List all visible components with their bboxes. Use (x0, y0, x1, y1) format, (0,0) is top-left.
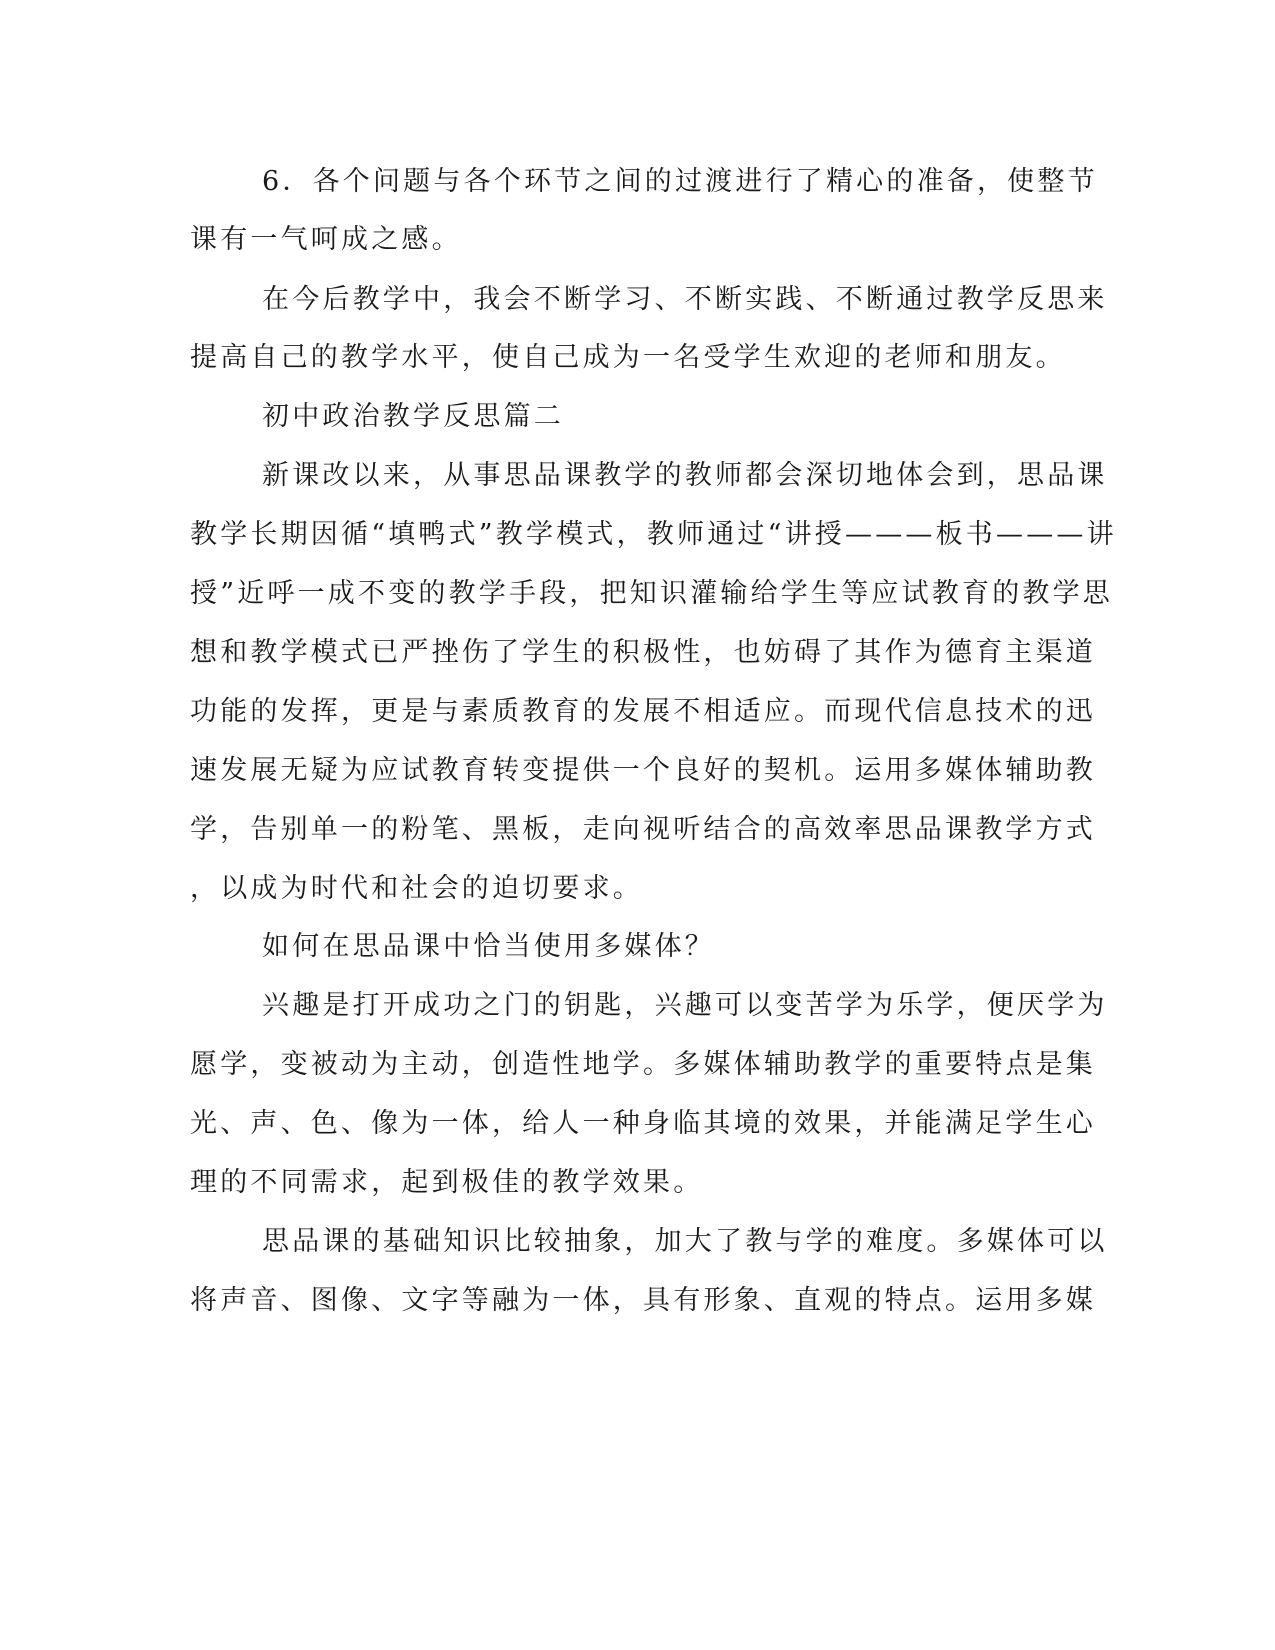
text-line: 学，告别单一的粉笔、黑板，走向视听结合的高效率思品课教学方式 (190, 814, 1096, 845)
text-line: 理的不同需求，起到极佳的教学效果。 (190, 1167, 704, 1198)
text-line: ，以成为时代和社会的迫切要求。 (190, 873, 643, 904)
text-line: 将声音、图像、文字等融为一体，具有形象、直观的特点。运用多媒 (190, 1285, 1096, 1316)
text-line: 授”近呼一成不变的教学手段，把知识灌输给学生等应试教育的教学思 (190, 578, 1114, 609)
text-line: 新课改以来，从事思品课教学的教师都会深切地体会到，思品课 (262, 460, 1108, 491)
text-line: 6．各个问题与各个环节之间的过渡进行了精心的准备，使整节 (262, 166, 1098, 197)
text-line: 兴趣是打开成功之门的钥匙，兴趣可以变苦学为乐学，便厌学为 (262, 990, 1108, 1021)
text-line: 想和教学模式已严挫伤了学生的积极性，也妨碍了其作为德育主渠道 (190, 637, 1096, 668)
text-line: 速发展无疑为应试教育转变提供一个良好的契机。运用多媒体辅助教 (190, 755, 1096, 786)
text-line: 提高自己的教学水平，使自己成为一名受学生欢迎的老师和朋友。 (190, 342, 1066, 373)
text-line: 教学长期因循“填鸭式”教学模式，教师通过“讲授———板书———讲 (190, 519, 1117, 550)
text-line: 如何在思品课中恰当使用多媒体？ (262, 931, 715, 962)
text-line: 课有一气呵成之感。 (190, 224, 462, 255)
section-heading: 初中政治教学反思篇二 (262, 401, 564, 432)
text-line: 光、声、色、像为一体，给人一种身临其境的效果，并能满足学生心 (190, 1108, 1096, 1139)
text-line: 愿学，变被动为主动，创造性地学。多媒体辅助教学的重要特点是集 (190, 1049, 1096, 1080)
text-line: 思品课的基础知识比较抽象，加大了教与学的难度。多媒体可以 (262, 1226, 1108, 1257)
text-line: 在今后教学中，我会不断学习、不断实践、不断通过教学反思来 (262, 284, 1108, 315)
text-line: 功能的发挥，更是与素质教育的发展不相适应。而现代信息技术的迅 (190, 696, 1096, 727)
